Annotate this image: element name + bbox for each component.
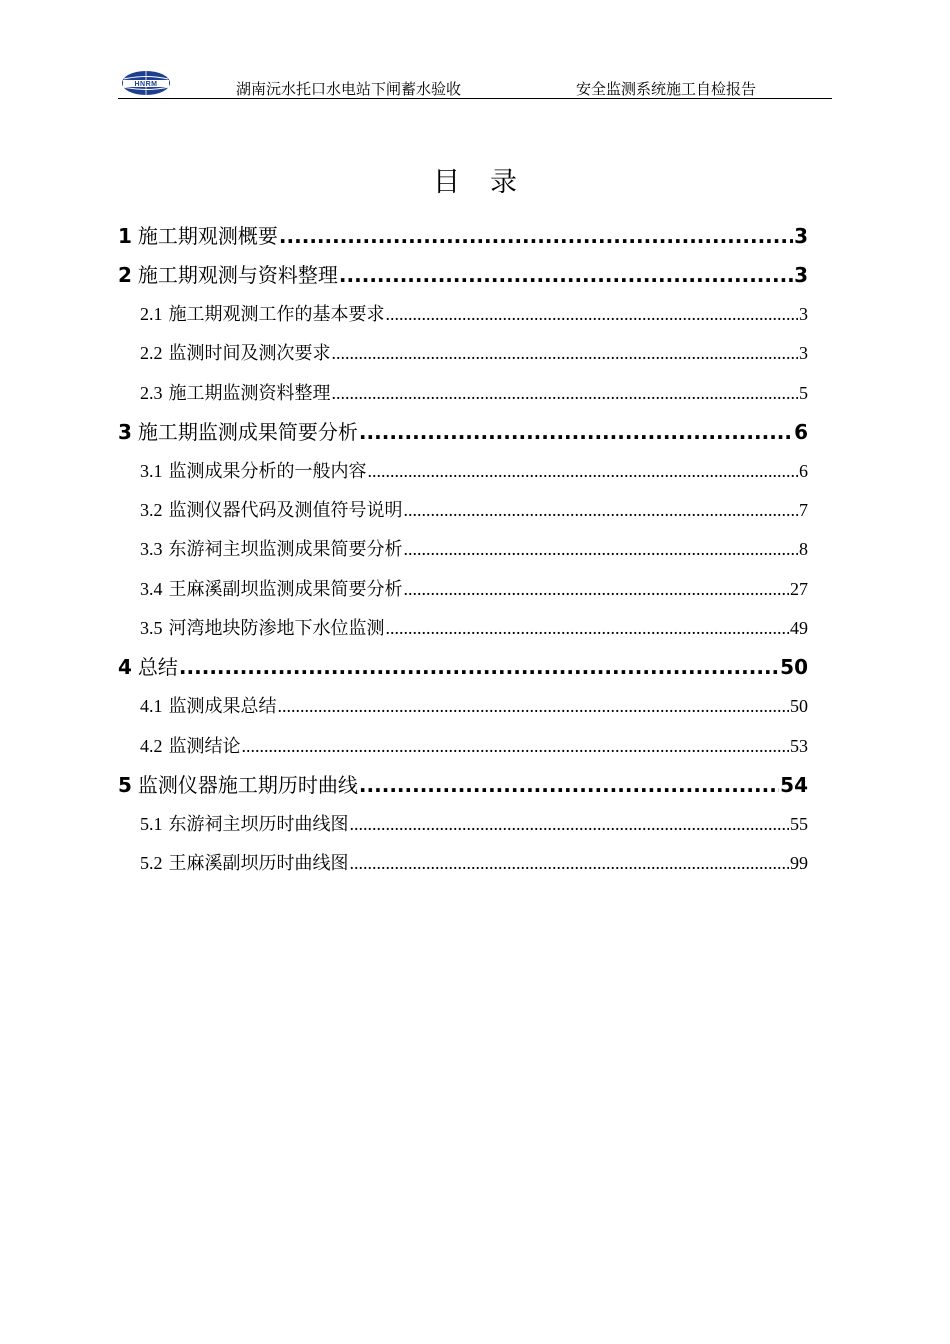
toc-page-number: 6 [794, 419, 808, 444]
toc-entry-title: 监测仪器施工期历时曲线 [137, 772, 358, 797]
toc-entry-title: 监测成果总结 [168, 696, 277, 718]
toc-page-number: 5 [799, 382, 808, 403]
toc-section-entry[interactable] [118, 609, 808, 648]
toc-entry-number: 4 [118, 655, 132, 680]
toc-dot-leader [359, 766, 779, 805]
toc-entry-number: 3 [118, 419, 132, 444]
toc-entry-title: 监测结论 [168, 735, 241, 757]
toc-page-number: 54 [780, 772, 808, 797]
toc-chapter-entry[interactable] [118, 648, 808, 687]
toc-entry-number: 2.3 [140, 382, 163, 403]
toc-dot-leader [368, 452, 799, 491]
toc-dot-leader [242, 727, 790, 766]
toc-entry-title: 东游祠主坝历时曲线图 [168, 813, 349, 835]
toc-section-entry[interactable] [118, 844, 808, 883]
toc-section-entry[interactable] [118, 687, 808, 726]
table-of-contents [118, 217, 808, 884]
toc-entry-title: 施工期监测成果简要分析 [137, 419, 358, 444]
toc-dot-leader [350, 844, 790, 883]
toc-dot-leader [279, 217, 793, 256]
toc-entry-number: 2.2 [140, 343, 163, 364]
toc-page-number: 3 [794, 263, 808, 287]
toc-entry-title: 施工期观测概要 [137, 224, 278, 248]
toc-dot-leader [278, 687, 790, 726]
toc-section-entry[interactable] [118, 334, 808, 373]
toc-page-number: 8 [799, 539, 808, 560]
toc-entry-title: 河湾地块防渗地下水位监测 [168, 618, 385, 640]
toc-entry-number: 5.1 [140, 813, 163, 834]
toc-entry-title: 王麻溪副坝历时曲线图 [168, 853, 349, 875]
svg-text:HNRM: HNRM [134, 81, 158, 89]
toc-entry-number: 5.2 [140, 853, 163, 874]
toc-dot-leader [386, 295, 799, 334]
toc-page-number: 3 [799, 304, 808, 324]
toc-page-number: 27 [790, 578, 808, 599]
toc-section-entry[interactable] [118, 374, 808, 413]
toc-page-number: 50 [780, 655, 808, 680]
toc-entry-title: 王麻溪副坝监测成果简要分析 [168, 578, 403, 600]
toc-dot-leader [339, 256, 793, 295]
toc-page-number: 55 [790, 813, 808, 834]
toc-section-entry[interactable] [118, 805, 808, 844]
toc-section-entry[interactable] [118, 452, 808, 491]
toc-entry-number: 4.2 [140, 735, 163, 756]
page-header [118, 68, 832, 99]
toc-page-number: 7 [799, 500, 808, 521]
header-report-name: 安全监测系统施工自检报告 [576, 80, 757, 98]
toc-entry-number: 3.1 [140, 460, 163, 481]
page-title: 目录 [433, 167, 547, 198]
toc-page-number: 3 [799, 343, 808, 364]
company-logo [120, 70, 172, 96]
toc-entry-title: 施工期观测工作的基本要求 [168, 304, 385, 325]
toc-page-number: 53 [790, 735, 808, 756]
toc-page-number: 99 [790, 853, 808, 874]
toc-entry-title: 施工期监测资料整理 [168, 382, 331, 404]
toc-page-number: 6 [799, 460, 808, 481]
toc-dot-leader [359, 413, 793, 452]
toc-entry-number: 2.1 [140, 304, 163, 324]
toc-chapter-entry[interactable] [118, 217, 808, 256]
toc-page-number: 3 [794, 224, 808, 248]
toc-page-number: 49 [790, 618, 808, 639]
toc-section-entry[interactable] [118, 491, 808, 530]
toc-page-number: 50 [790, 696, 808, 717]
toc-section-entry[interactable] [118, 570, 808, 609]
toc-dot-leader [404, 491, 799, 530]
toc-entry-title: 东游祠主坝监测成果简要分析 [168, 539, 403, 561]
toc-entry-number: 3.4 [140, 578, 163, 599]
toc-entry-number: 4.1 [140, 696, 163, 717]
header-project-name: 湖南沅水托口水电站下闸蓄水验收 [236, 80, 462, 98]
toc-dot-leader [404, 530, 799, 569]
toc-chapter-entry[interactable] [118, 413, 808, 452]
toc-dot-leader [179, 648, 779, 687]
toc-section-entry[interactable] [118, 530, 808, 569]
toc-entry-number: 3.3 [140, 539, 163, 560]
toc-dot-leader [350, 805, 790, 844]
toc-dot-leader [332, 334, 799, 373]
toc-entry-title: 监测成果分析的一般内容 [168, 460, 367, 482]
toc-entry-number: 2 [118, 263, 132, 287]
toc-entry-title: 总结 [137, 655, 178, 680]
toc-dot-leader [386, 609, 790, 648]
toc-chapter-entry[interactable] [118, 766, 808, 805]
toc-entry-title: 监测时间及测次要求 [168, 343, 331, 365]
toc-entry-title: 施工期观测与资料整理 [137, 263, 338, 287]
toc-section-entry[interactable] [118, 727, 808, 766]
toc-chapter-entry[interactable] [118, 256, 808, 295]
toc-entry-title: 监测仪器代码及测值符号说明 [168, 500, 403, 522]
toc-entry-number: 1 [118, 224, 132, 248]
toc-dot-leader [332, 374, 799, 413]
toc-entry-number: 5 [118, 772, 132, 797]
toc-entry-number: 3.2 [140, 500, 163, 521]
toc-dot-leader [404, 570, 790, 609]
toc-entry-number: 3.5 [140, 618, 163, 639]
toc-section-entry[interactable] [118, 295, 808, 334]
